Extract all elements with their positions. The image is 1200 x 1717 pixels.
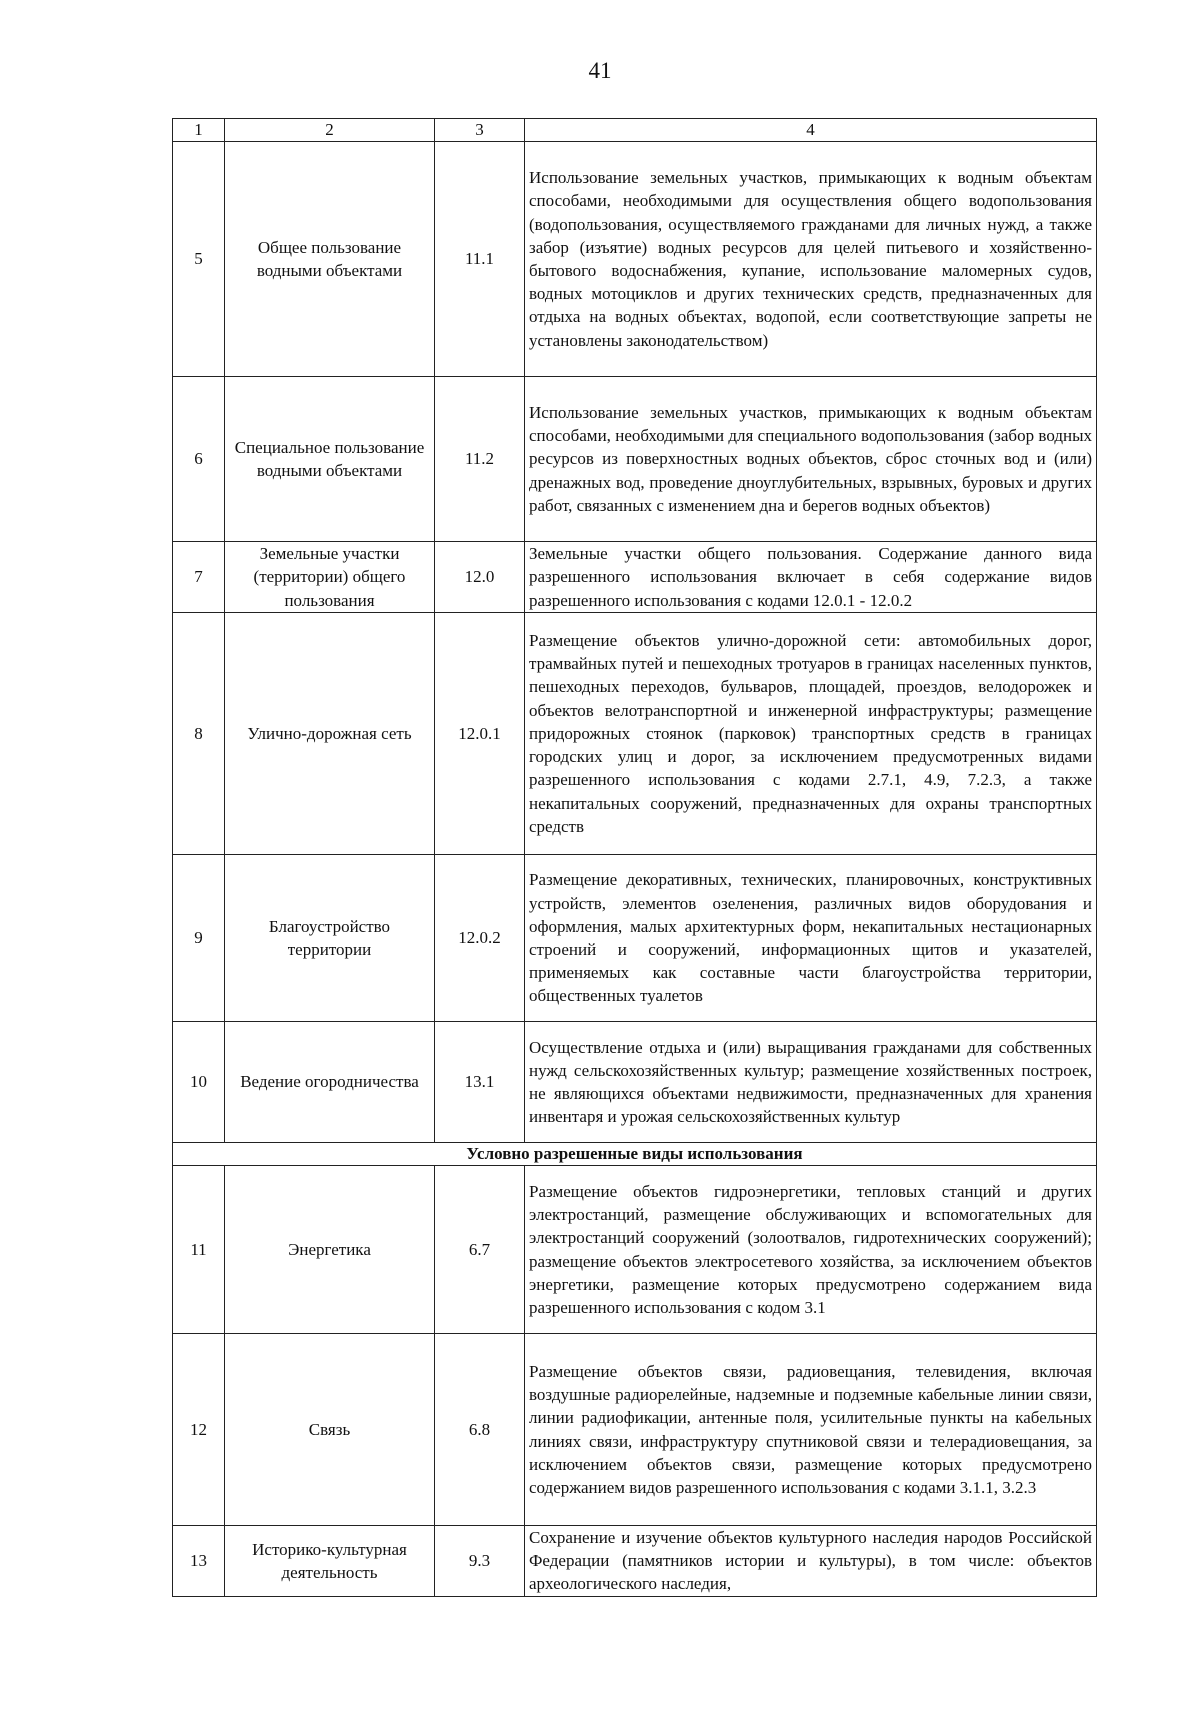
land-use-table bbox=[172, 118, 1097, 1597]
table-row bbox=[173, 1166, 1097, 1334]
land-use-name: Улично-дорожная сеть bbox=[225, 613, 435, 855]
table-row bbox=[173, 377, 1097, 542]
table-body-conditional bbox=[173, 1166, 1097, 1597]
land-use-name: Ведение огородничества bbox=[225, 1022, 435, 1143]
section-title: Условно разрешенные виды использования bbox=[173, 1143, 1097, 1166]
land-use-description: Сохранение и изучение объектов культурного наследия народов Российской Федерации (памятников истории и культуры), в том числе: объектов археологического наследия, bbox=[525, 1526, 1097, 1597]
row-number: 13 bbox=[173, 1526, 225, 1597]
table-row bbox=[173, 613, 1097, 855]
land-use-name: Специальное пользование водными объектами bbox=[225, 377, 435, 542]
table-body-main bbox=[173, 142, 1097, 1143]
land-use-description: Размещение объектов улично-дорожной сети: автомобильных дорог, трамвайных путей и пешеходных тротуаров в границах населенных пунктов, пешеходных переходов, бульваров, площадей, проездов, велодорожек и объектов велотранспортной и инженерной инфраструктуры; размещение придорожных стоянок (парковок) транспортных средств в границах городских улиц и дорог, за исключением предусмотренных видами разрешенного использования с кодами 2.7.1, 4.9, 7.2.3, а также некапитальных сооружений, предназначенных для охраны транспортных средств bbox=[525, 613, 1097, 855]
land-use-code: 6.8 bbox=[435, 1334, 525, 1526]
land-use-description: Размещение декоративных, технических, планировочных, конструктивных устройств, элементов озеленения, различных видов оборудования и оформления, малых архитектурных форм, некапитальных нестационарных строений и сооружений, информационных щитов и указателей, применяемых как составные части благоустройства территории, общественных туалетов bbox=[525, 855, 1097, 1022]
column-header: 1 bbox=[173, 119, 225, 142]
row-number: 5 bbox=[173, 142, 225, 377]
land-use-code: 12.0.1 bbox=[435, 613, 525, 855]
row-number: 6 bbox=[173, 377, 225, 542]
table-row bbox=[173, 142, 1097, 377]
row-number: 8 bbox=[173, 613, 225, 855]
land-use-code: 9.3 bbox=[435, 1526, 525, 1597]
land-use-name: Общее пользование водными объектами bbox=[225, 142, 435, 377]
land-use-description: Осуществление отдыха и (или) выращивания гражданами для собственных нужд сельскохозяйственных культур; размещение хозяйственных построек, не являющихся объектами недвижимости, предназначенных для хранения инвентаря и урожая сельскохозяйственных культур bbox=[525, 1022, 1097, 1143]
land-use-description: Размещение объектов связи, радиовещания, телевидения, включая воздушные радиорелейные, надземные и подземные кабельные линии связи, линии радиофикации, антенные поля, усилительные пункты на кабельных линиях связи, инфраструктуру спутниковой связи и телерадиовещания, за исключением объектов связи, размещение которых предусмотрено содержанием видов разрешенного использования с кодами 3.1.1, 3.2.3 bbox=[525, 1334, 1097, 1526]
land-use-description: Использование земельных участков, примыкающих к водным объектам способами, необходимыми для осуществления общего водопользования (водопользования, осуществляемого гражданами для личных нужд, а также забор (изъятие) водных ресурсов для целей питьевого и хозяйственно-бытового водоснабжения, купание, использование маломерных судов, водных мотоциклов и других технических средств, предназначенных для отдыха на водных объектах, водопой, если соответствующие запреты не установлены законодательством) bbox=[525, 142, 1097, 377]
row-number: 7 bbox=[173, 542, 225, 613]
table-section bbox=[173, 1143, 1097, 1166]
row-number: 11 bbox=[173, 1166, 225, 1334]
land-use-code: 11.1 bbox=[435, 142, 525, 377]
land-use-description: Земельные участки общего пользования. Содержание данного вида разрешенного использования включает в себя содержание видов разрешенного использования с кодами 12.0.1 - 12.0.2 bbox=[525, 542, 1097, 613]
column-header: 2 bbox=[225, 119, 435, 142]
table-row bbox=[173, 1022, 1097, 1143]
land-use-name: Энергетика bbox=[225, 1166, 435, 1334]
land-use-code: 12.0.2 bbox=[435, 855, 525, 1022]
row-number: 12 bbox=[173, 1334, 225, 1526]
column-header: 4 bbox=[525, 119, 1097, 142]
column-header: 3 bbox=[435, 119, 525, 142]
land-use-name: Земельные участки (территории) общего пользования bbox=[225, 542, 435, 613]
land-use-code: 13.1 bbox=[435, 1022, 525, 1143]
land-use-name: Благоустройство территории bbox=[225, 855, 435, 1022]
page-number: 41 bbox=[588, 58, 612, 83]
table-header-row bbox=[173, 119, 1097, 142]
land-use-description: Размещение объектов гидроэнергетики, тепловых станций и других электростанций, размещение обслуживающих и вспомогательных для электростанций сооружений (золоотвалов, гидротехнических сооружений); размещение объектов электросетевого хозяйства, за исключением объектов энергетики, размещение которых предусмотрено содержанием вида разрешенного использования с кодом 3.1 bbox=[525, 1166, 1097, 1334]
land-use-name: Связь bbox=[225, 1334, 435, 1526]
table-row bbox=[173, 1334, 1097, 1526]
table-row bbox=[173, 542, 1097, 613]
row-number: 10 bbox=[173, 1022, 225, 1143]
row-number: 9 bbox=[173, 855, 225, 1022]
land-use-code: 12.0 bbox=[435, 542, 525, 613]
land-use-code: 11.2 bbox=[435, 377, 525, 542]
table-row bbox=[173, 1526, 1097, 1597]
land-use-code: 6.7 bbox=[435, 1166, 525, 1334]
section-row bbox=[173, 1143, 1097, 1166]
table-row bbox=[173, 855, 1097, 1022]
land-use-name: Историко-культурная деятельность bbox=[225, 1526, 435, 1597]
land-use-description: Использование земельных участков, примыкающих к водным объектам способами, необходимыми для специального водопользования (забор водных ресурсов из поверхностных водных объектов, сброс сточных вод и (или) дренажных вод, проведение дноуглубительных, взрывных, буровых и других работ, связанных с изменением дна и берегов водных объектов) bbox=[525, 377, 1097, 542]
